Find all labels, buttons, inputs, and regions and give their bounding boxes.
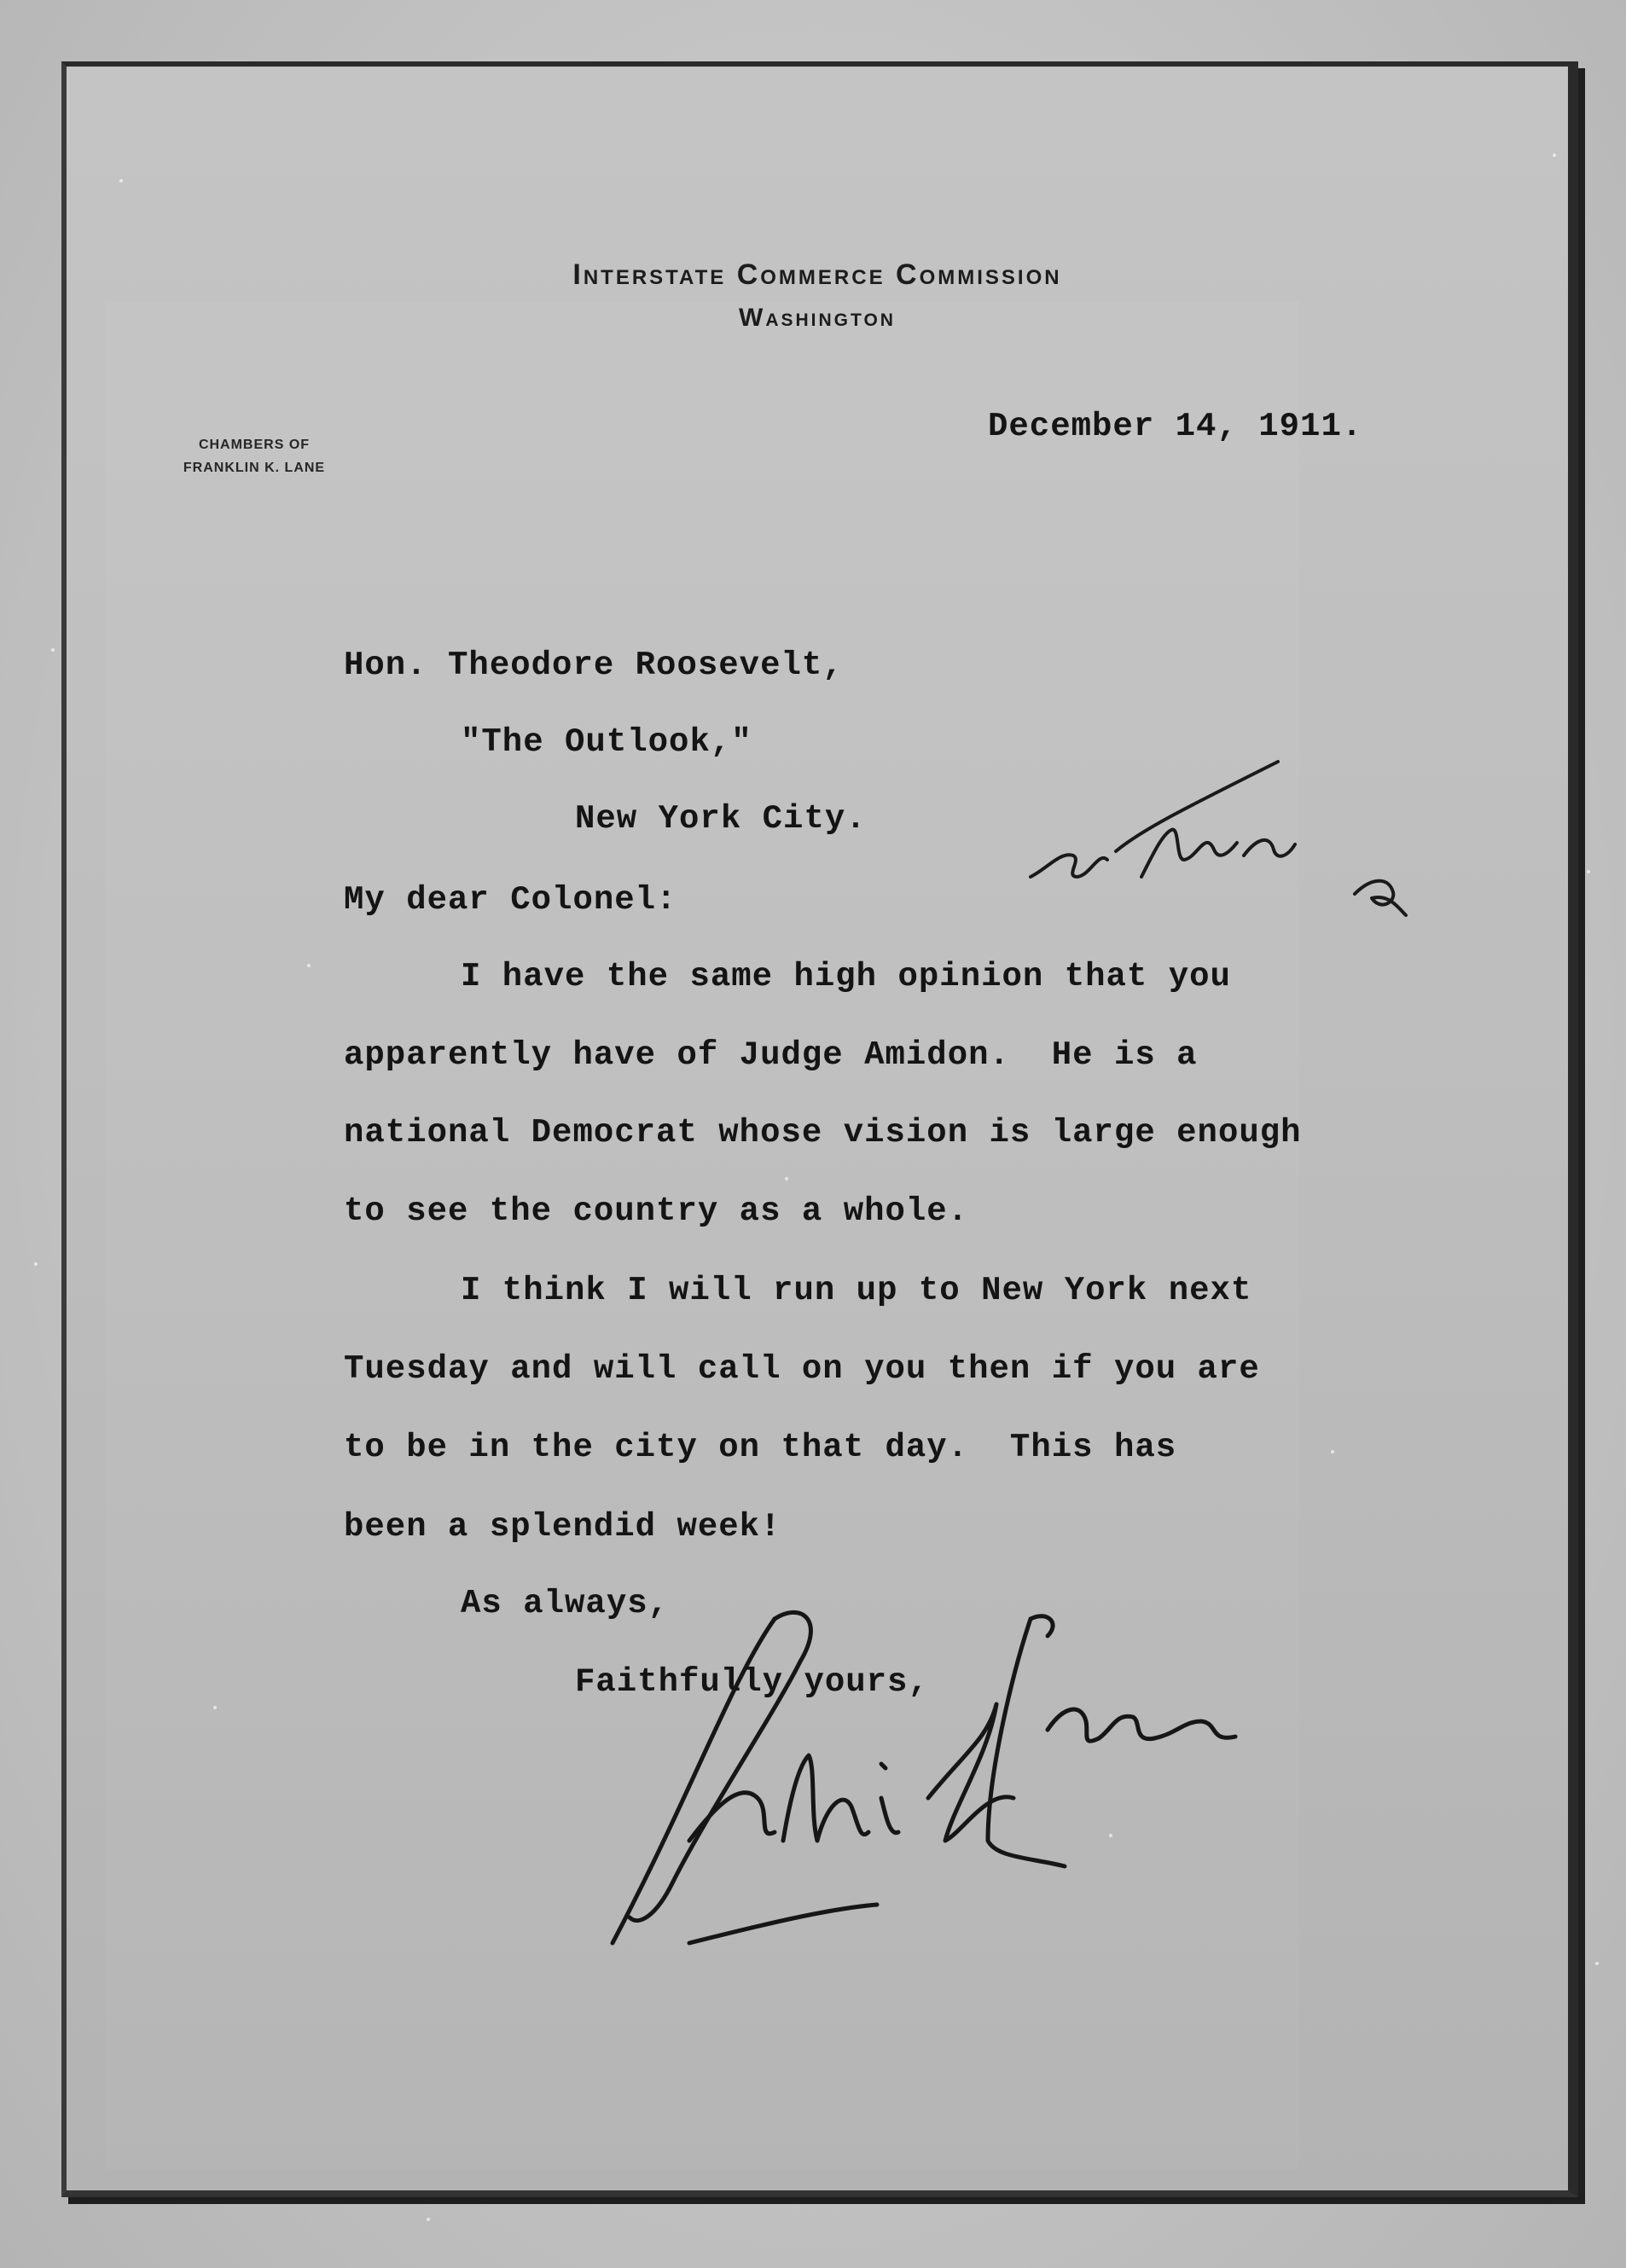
dust-speck [785,1177,788,1180]
letterhead-city: Washington [739,304,896,332]
signature [587,1585,1286,1994]
chambers-label: CHAMBERS OF [198,438,311,452]
dust-speck [1331,1450,1334,1453]
recipient-name: Hon. Theodore Roosevelt, [344,647,844,684]
dust-speck [119,179,123,183]
dust-speck [427,2218,430,2221]
dust-speck [34,1262,38,1266]
body-line: Tuesday and will call on you then if you are [344,1350,1260,1388]
chambers-name: FRANKLIN K. LANE [183,461,326,475]
dust-speck [1109,1834,1112,1837]
closing-line: Faithfully yours, [575,1663,929,1701]
salutation: My dear Colonel: [344,881,677,919]
handwritten-annotation [1013,749,1491,971]
dust-speck [1587,870,1590,873]
closing-line: As always, [461,1585,670,1622]
dust-speck [213,1706,217,1709]
body-line: I have the same high opinion that you [461,958,1231,995]
body-line: I think I will run up to New York next [461,1272,1252,1309]
letter-date: December 14, 1911. [988,408,1363,445]
dust-speck [51,648,55,652]
dust-speck [1595,1962,1599,1965]
letterhead-organization: Interstate Commerce Commission [572,258,1062,291]
letter-sheet [61,61,1578,2197]
body-line: to be in the city on that day. This has [344,1429,1177,1466]
body-line: to see the country as a whole. [344,1192,969,1230]
dust-speck [1553,154,1556,157]
recipient-city: New York City. [575,800,867,838]
body-line: been a splendid week! [344,1508,781,1546]
dust-speck [307,964,311,967]
body-line: national Democrat whose vision is large enough [344,1114,1302,1151]
recipient-publication: "The Outlook," [461,723,752,761]
body-line: apparently have of Judge Amidon. He is a [344,1036,1198,1074]
